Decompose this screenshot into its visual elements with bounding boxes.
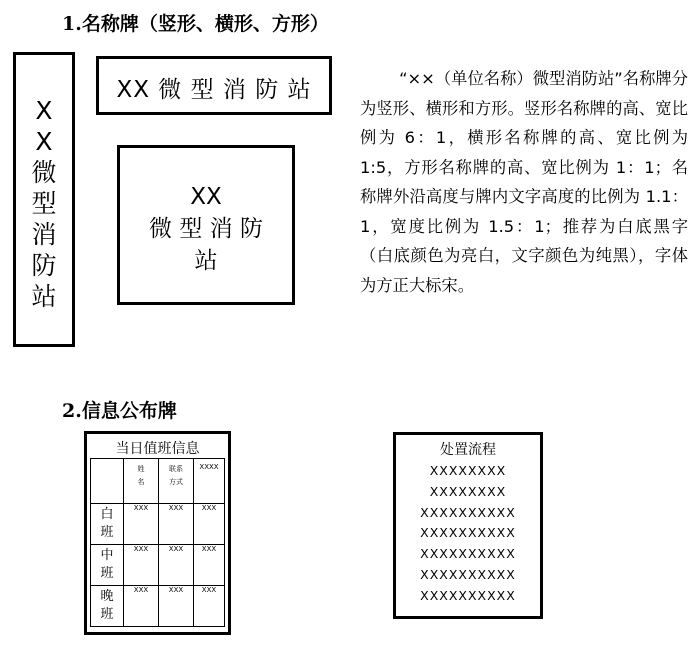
flow-line: XXXXXXXXXX (420, 546, 516, 562)
shift-label: 白班 (91, 504, 124, 545)
vertical-plate-char: X (35, 127, 53, 156)
flow-line: XXXXXXXXXX (420, 566, 516, 582)
duty-header-cell (91, 459, 124, 504)
square-name-plate (117, 145, 295, 305)
flow-lines (396, 461, 540, 607)
description-text: “××（单位名称）微型消防站”名称牌分为竖形、横形和方形。竖形名称牌的高、宽比例为 6：1，横形名称牌的高、宽比例为 1:5，方形名称牌的高、宽比例为 1：1；名称牌外沿高度与牌内文字高度的比例为 1.1：1，宽度比例为 1.5：1；推荐为白底黑字（白底颜色为亮白，文字颜色为纯黑），字体为方正大标宋。 (360, 69, 688, 295)
procedure-flow-board (393, 432, 543, 619)
table-cell: XXX (159, 504, 194, 545)
table-cell: XXX (124, 504, 159, 545)
duty-header-cell: 联系方式 (159, 459, 194, 504)
duty-table-header-row (91, 459, 225, 504)
table-cell: XXX (124, 586, 159, 627)
table-cell: XXX (159, 586, 194, 627)
table-cell: XXX (159, 545, 194, 586)
duty-board-title: 当日值班信息 (115, 441, 200, 457)
shift-label: 晚班 (91, 586, 124, 627)
section-heading-info-board: 2.信息公布牌 (62, 400, 177, 422)
name-plate-description (360, 64, 688, 300)
vertical-plate-text (16, 95, 72, 312)
square-plate-line: 微 型 消 防 (149, 216, 263, 242)
flow-line: XXXXXXXXXX (420, 587, 516, 603)
table-cell: XXX (194, 586, 225, 627)
flow-line: XXXXXXXX (429, 463, 507, 478)
vertical-plate-char: 站 (31, 282, 57, 311)
section-heading-name-plates: 1.名称牌（竖形、横形、方形） (62, 13, 329, 35)
flow-line: XXXXXXXX (429, 483, 507, 499)
duty-table (90, 458, 225, 627)
vertical-plate-char: 防 (31, 251, 57, 280)
table-row (91, 504, 225, 545)
table-row (91, 586, 225, 627)
flow-line: XXXXXXXXXX (420, 525, 516, 541)
square-plate-line: XX (190, 184, 222, 210)
vertical-plate-char: 微 (31, 158, 57, 187)
duty-header-cell: 姓名 (124, 459, 159, 504)
duty-info-board (84, 431, 231, 635)
table-cell: XXX (194, 545, 225, 586)
shift-label: 中班 (91, 545, 124, 586)
vertical-name-plate (13, 52, 75, 347)
vertical-plate-char: 型 (31, 189, 57, 218)
duty-header-cell: XXXX (194, 459, 225, 504)
square-plate-text (120, 181, 292, 277)
flow-line: XXXXXXXXXX (420, 504, 516, 520)
table-row (91, 545, 225, 586)
table-cell: XXX (194, 504, 225, 545)
flow-board-title: 处置流程 (440, 442, 496, 458)
vertical-plate-char: 消 (31, 220, 57, 249)
square-plate-line: 站 (194, 248, 218, 274)
table-cell: XXX (124, 545, 159, 586)
vertical-plate-char: X (35, 96, 53, 125)
horizontal-plate-text: XX 微 型 消 防 站 (116, 77, 312, 103)
horizontal-name-plate (96, 56, 332, 115)
